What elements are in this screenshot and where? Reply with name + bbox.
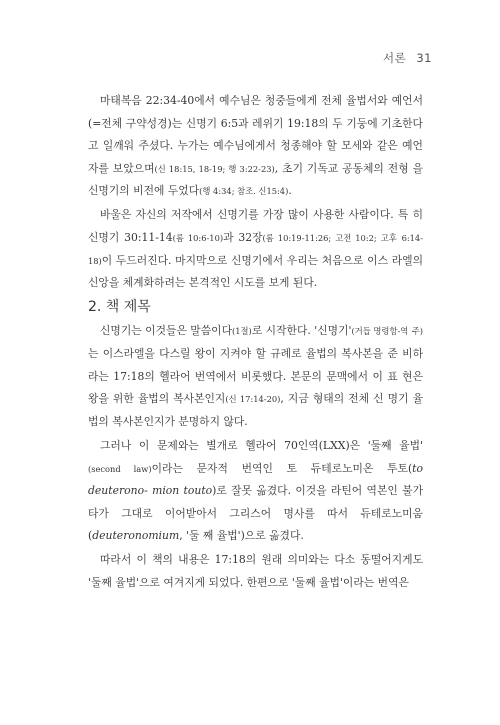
text-line: , '둘 bbox=[179, 529, 200, 543]
paragraph bbox=[88, 204, 423, 294]
citation: (신 18:15, 18-19; 행 3:22-23) bbox=[154, 163, 275, 174]
citation: (1절) bbox=[232, 326, 252, 337]
text-line: 히 신명기 30:11-14 bbox=[88, 208, 423, 245]
text-line: . bbox=[288, 184, 292, 198]
citation: (신 17:14-20) bbox=[225, 394, 281, 405]
text-line: 따라서 이 책의 내용은 17:18의 원래 의미와는 다소 동떨어지게도 bbox=[100, 553, 423, 567]
paragraph bbox=[88, 549, 423, 594]
page-body bbox=[88, 90, 423, 596]
citation: (행 4:34; 참조. 신15:4) bbox=[199, 186, 289, 197]
text-line: 이 두드러진다. 마지막으로 신명기에서 우리는 처음으로 이스 bbox=[101, 253, 389, 267]
text-line: 마태복음 22:34-40에서 예수님은 청중들에게 전체 율법서와 예언서 bbox=[100, 94, 423, 107]
citation: (second law) bbox=[88, 463, 152, 474]
text-line: 고 일깨워 주셨다. 누가는 예수님에게서 청종해야 할 모세와 같은 예언 bbox=[88, 139, 423, 153]
text-line: (=전체 구약성경)는 신명기 6:5과 레위기 19:18의 두 기둥에 기초한다 bbox=[88, 116, 423, 130]
running-header bbox=[383, 50, 432, 66]
text-line: 째 율법')으로 옮겼다. bbox=[202, 529, 304, 543]
text-line: 신명기는 이것들은 말씀이다 bbox=[100, 324, 233, 338]
text-line: 그러나 이 문제와는 별개로 헬라어 70인역(LXX)은 '둘째 율법' bbox=[100, 438, 423, 452]
section-heading: 2. 책 제목 bbox=[88, 299, 151, 316]
text-line: 현은 왕을 위한 율법의 복사본인지 bbox=[88, 369, 424, 406]
text-line: 는 이스라엘을 다스릴 왕이 지켜야 할 규례로 율법의 복사본을 준 bbox=[88, 347, 398, 361]
citation: (롬 10:19-11:26; 고전 10:2; 고후 bbox=[262, 233, 397, 244]
citation: 6:14-18) bbox=[88, 233, 423, 266]
text-line: 이라는 문자적 번역인 토 듀테로노미온 투토( bbox=[151, 461, 413, 475]
paragraph bbox=[88, 435, 423, 548]
citation: (롬 10:6-10) bbox=[172, 233, 224, 244]
text-line: 라엘의 신앙을 체계화하려는 본격적인 시도를 보게 된다. bbox=[88, 253, 423, 290]
text-line: 비하라는 17:18의 헬라어 번역에서 비롯했다. 본문의 문맥에서 이 표 bbox=[88, 347, 423, 383]
text-line: '둘째 율법'으로 여겨지게 되었다. 한편으로 '둘째 율법'이라는 번역은 bbox=[88, 575, 409, 589]
citation: 주) bbox=[411, 326, 423, 337]
italic-term: mion touto bbox=[152, 484, 213, 498]
chapter-title: 서론 bbox=[382, 51, 407, 65]
text-line: , 지금 형태의 전체 신 bbox=[280, 392, 384, 406]
text-line: 이어받아서 그리스어 명사를 따서 듀테로노미움( bbox=[88, 506, 423, 543]
page-number: 31 bbox=[416, 51, 432, 65]
italic-term: to deuterono- bbox=[88, 461, 423, 498]
text-line: )로 잘못 옮겼다. 이것을 라틴어 역본인 불가타가 그대로 bbox=[88, 484, 423, 520]
paragraph bbox=[88, 320, 423, 433]
text-line: 과 32장 bbox=[223, 231, 263, 245]
citation: (거듭 명령함-역 bbox=[351, 326, 409, 337]
paragraph bbox=[88, 90, 423, 203]
text-line: , 초기 기독교 공동체의 전형 bbox=[274, 161, 409, 175]
italic-term: deuteronomium bbox=[92, 529, 180, 543]
text-line: 자를 보았으며 bbox=[88, 161, 155, 175]
text-line: 명기 율법의 복사본인지가 분명하지 않다. bbox=[88, 392, 424, 428]
text-line: 로 시작한다. '신명기' bbox=[251, 324, 352, 338]
text-line: 바울은 자신의 저작에서 신명기를 가장 많이 사용한 사람이다. 특 bbox=[100, 208, 409, 222]
text-line: 을 신명기의 비전에 두었다 bbox=[88, 161, 424, 198]
